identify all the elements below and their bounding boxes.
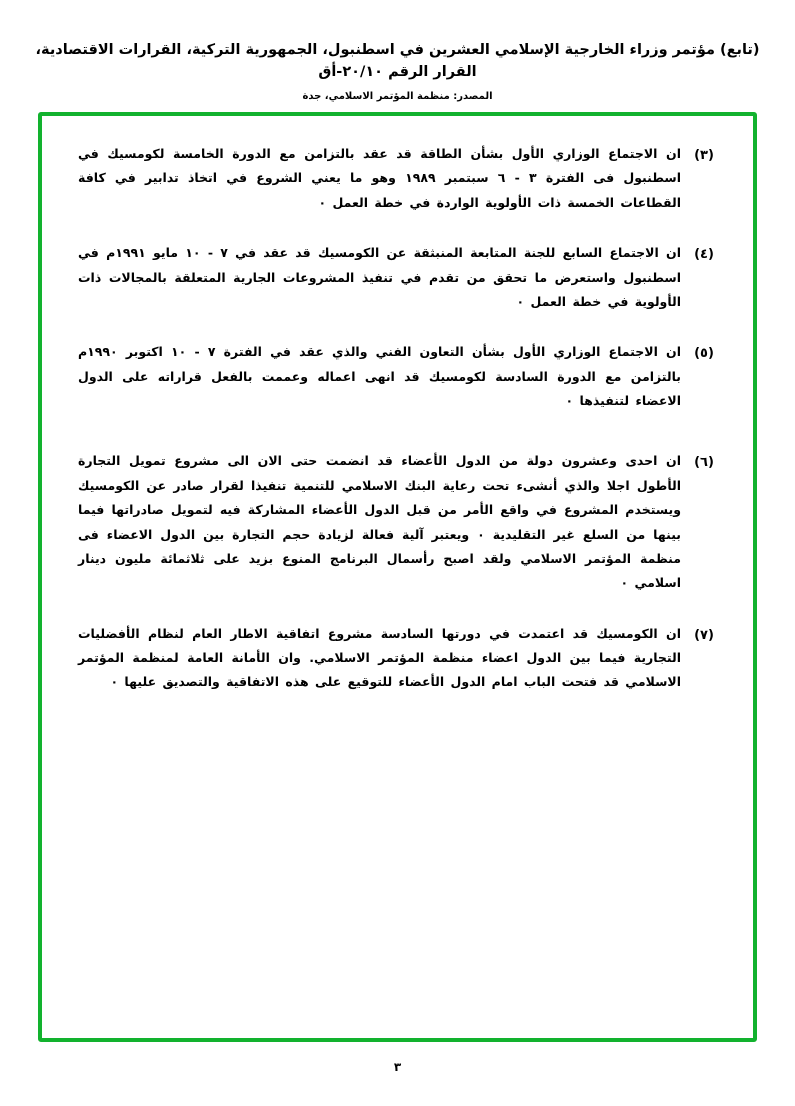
paragraph-number: (٦)	[694, 455, 714, 471]
paragraph-text: ان الاجتماع الوزاري الأول بشأن التعاون الفني والذي عقد في الفترة ٧ - ١٠ اكتوبر ١٩٩٠م بالتزامن مع الدورة السادسة لكومسيك قد انهى اعماله وعممت بالفعل قراراته على الدول الاعضاء لتنفيذها ٠	[78, 344, 681, 408]
paragraph-item	[68, 622, 727, 695]
paragraph-text: ان الاجتماع الوزاري الأول بشأن الطاقة قد عقد بالتزامن مع الدورة الخامسة لكومسيك في اسطنبول فى الفترة ٣ - ٦ سبتمبر ١٩٨٩ وهو ما يعني الشروع في اتخاذ تدابير في كافة القطاعات الخمسة ذات الأولوية الواردة في خطة العمل ٠	[78, 146, 681, 210]
paragraph-item	[68, 142, 727, 215]
paragraph-spacer	[68, 439, 727, 449]
page-footer	[0, 1060, 795, 1074]
page-title: (تابع) مؤتمر وزراء الخارجية الإسلامي العشرين في اسطنبول، الجمهورية التركية، القرارات الاقتصادية، القرار الرقم ٢٠/١٠-أق	[35, 42, 760, 80]
paragraph-number: (٥)	[694, 346, 714, 362]
paragraph-item	[68, 241, 727, 314]
content-frame	[38, 112, 757, 1042]
content-body	[42, 116, 753, 715]
paragraph-text: ان الكومسيك قد اعتمدت في دورتها السادسة مشروع اتفاقية الاطار العام لنظام الأفضليات التجارية فيما بين الدول اعضاء منظمة المؤتمر الاسلامي. وان الأمانة العامة لمنظمة المؤتمر الاسلامي قد فتحت الباب امام الدول الأعضاء للتوقيع على هذه الاتفاقية والتصديق عليها ٠	[78, 625, 681, 690]
paragraph-text: ان احدى وعشرون دولة من الدول الأعضاء قد انضمت حتى الان الى مشروع تمويل التجارة الأطول اجلا والذي أنشىء تحت رعاية البنك الاسلامي للتنمية تنفيذا لقرار صادر عن الكومسيك ويستخدم المشروع في واقع الأمر من قبل الدول الأعضاء المشاركة فيه لتمويل صادراتها فيما بينها من السلع غير التقليدية ٠ ويعتبر آلية فعالة لزيادة حجم التجارة بين الدول الاعضاء فى منظمة المؤتمر الاسلامي ولقد اصبح رأسمال البرنامج المنوع بزيد على ثلاثمائة مليون دينار اسلامي ٠	[78, 453, 681, 591]
page-number: ٣	[393, 1060, 402, 1074]
source-line: المصدر: منظمة المؤتمر الاسلامي، جدة	[302, 90, 493, 102]
paragraph-item	[68, 340, 727, 413]
paragraph-number: (٣)	[694, 148, 714, 163]
paragraph-text: ان الاجتماع السابع للجنة المتابعة المنبثقة عن الكومسيك قد عقد في ٧ - ١٠ مايو ١٩٩١م في اسطنبول واستعرض ما تحقق من تقدم في تنفيذ المشروعات الجارية المتعلقة بالمجالات ذات الأولوية في خطة العمل ٠	[78, 245, 681, 309]
document-header	[0, 0, 795, 102]
paragraph-number: (٤)	[694, 247, 714, 263]
paragraph-number: (٧)	[694, 627, 714, 643]
paragraph-item	[68, 449, 727, 595]
